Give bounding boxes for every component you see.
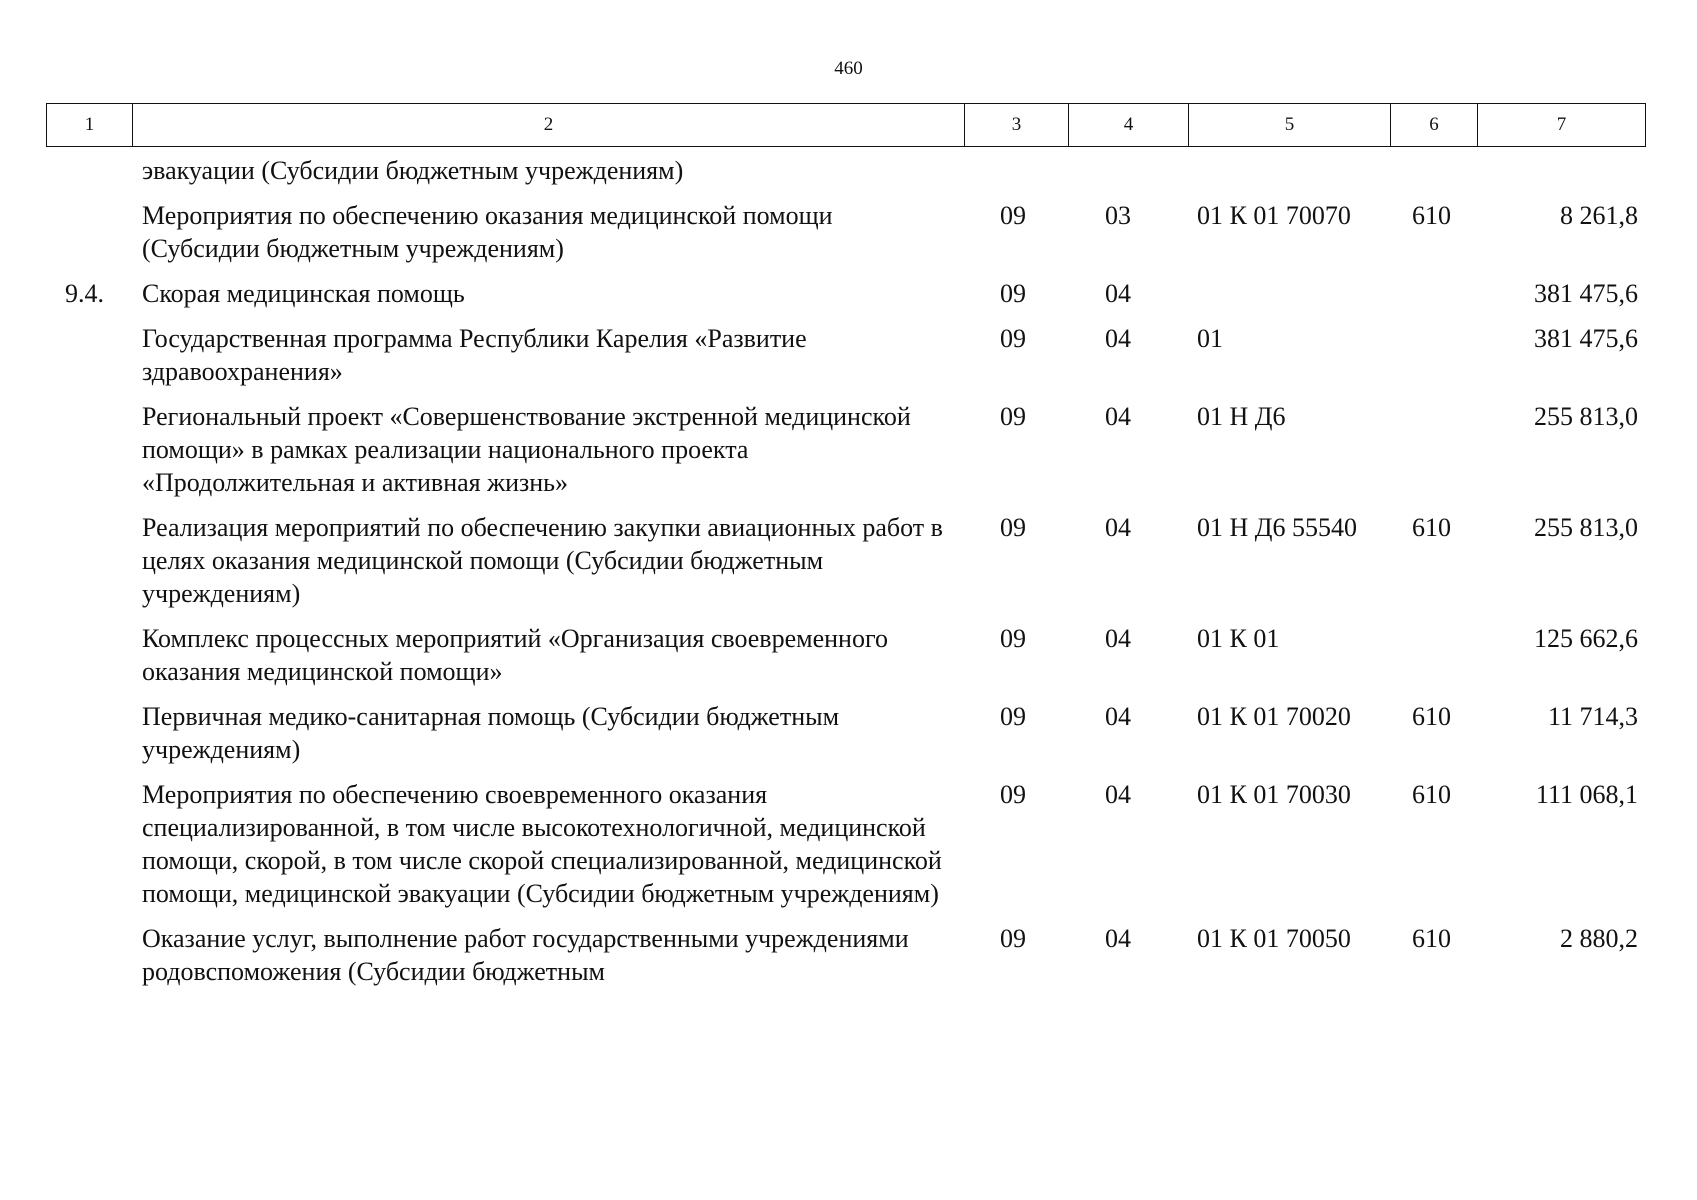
row-section-code: 09 xyxy=(1000,279,1026,308)
table-row xyxy=(46,154,1645,187)
row-target-code: 01 К 01 70030 xyxy=(1197,780,1351,809)
row-target-code: 01 Н Д6 55540 xyxy=(1197,513,1358,542)
row-subsection-code: 04 xyxy=(1105,702,1131,731)
row-expense-type: 610 xyxy=(1412,201,1451,230)
row-amount: 11 714,3 xyxy=(1547,702,1638,731)
row-amount: 381 475,6 xyxy=(1534,279,1638,308)
row-expense-type xyxy=(1390,154,1477,187)
row-amount: 2 880,2 xyxy=(1560,924,1638,953)
row-number: 9.4. xyxy=(65,279,104,308)
row-expense-type xyxy=(1390,622,1477,688)
row-name: Мероприятия по обеспечению оказания медицинской помощи (Субсидии бюджетным учреждениям) xyxy=(142,201,833,263)
row-subsection-code xyxy=(1068,154,1188,187)
row-target-code: 01 К 01 xyxy=(1197,624,1280,653)
row-expense-type: 610 xyxy=(1412,702,1451,731)
row-subsection-code: 04 xyxy=(1105,624,1131,653)
budget-table-body xyxy=(46,154,1645,1000)
row-number xyxy=(46,622,132,688)
row-amount: 111 068,1 xyxy=(1535,780,1638,809)
row-name: Скорая медицинская помощь xyxy=(142,279,465,308)
table-row xyxy=(46,511,1645,610)
row-target-code xyxy=(1188,154,1390,187)
table-row xyxy=(46,778,1645,910)
row-section-code xyxy=(964,154,1068,187)
table-row xyxy=(46,400,1645,499)
row-number xyxy=(46,400,132,499)
row-subsection-code: 04 xyxy=(1105,402,1131,431)
row-expense-type xyxy=(1390,277,1477,310)
row-expense-type: 610 xyxy=(1412,513,1451,542)
column-header-2: 2 xyxy=(133,104,965,147)
table-row xyxy=(46,622,1645,688)
row-section-code: 09 xyxy=(1000,402,1026,431)
row-section-code: 09 xyxy=(1000,201,1026,230)
row-name: Реализация мероприятий по обеспечению закупки авиационных работ в целях оказания медицинской помощи (Субсидии бюджетным учреждениям) xyxy=(142,513,943,608)
row-name: Региональный проект «Совершенствование экстренной медицинской помощи» в рамках реализации национального проекта «Продолжительная и активная жизнь» xyxy=(142,402,911,497)
row-number xyxy=(46,922,132,988)
column-header-6: 6 xyxy=(1391,104,1478,147)
row-target-code: 01 xyxy=(1197,324,1223,353)
column-header-row xyxy=(47,104,1646,147)
row-number xyxy=(46,322,132,388)
row-target-code: 01 К 01 70050 xyxy=(1197,924,1351,953)
row-target-code: 01 К 01 70070 xyxy=(1197,201,1351,230)
row-name: Государственная программа Республики Карелия «Развитие здравоохранения» xyxy=(142,324,807,386)
table-row xyxy=(46,700,1645,766)
row-target-code: 01 К 01 70020 xyxy=(1197,702,1351,731)
row-number xyxy=(46,700,132,766)
row-number xyxy=(46,778,132,910)
row-amount: 381 475,6 xyxy=(1534,324,1638,353)
row-section-code: 09 xyxy=(1000,513,1026,542)
column-header-5: 5 xyxy=(1189,104,1391,147)
column-header-1: 1 xyxy=(47,104,133,147)
row-subsection-code: 03 xyxy=(1105,201,1131,230)
row-number xyxy=(46,154,132,187)
row-expense-type xyxy=(1390,322,1477,388)
row-section-code: 09 xyxy=(1000,924,1026,953)
row-target-code: 01 Н Д6 xyxy=(1197,402,1286,431)
row-subsection-code: 04 xyxy=(1105,513,1131,542)
row-subsection-code: 04 xyxy=(1105,780,1131,809)
row-expense-type: 610 xyxy=(1412,924,1451,953)
table-row xyxy=(46,277,1645,310)
column-header-7: 7 xyxy=(1478,104,1646,147)
row-expense-type: 610 xyxy=(1412,780,1451,809)
row-subsection-code: 04 xyxy=(1105,279,1131,308)
row-target-code xyxy=(1188,277,1390,310)
row-name: Первичная медико-санитарная помощь (Субсидии бюджетным учреждениям) xyxy=(142,702,840,764)
column-header-table xyxy=(46,103,1646,147)
row-name: Мероприятия по обеспечению своевременного оказания специализированной, в том числе высокотехнологичной, медицинской помощи, скорой, в том числе скорой специализированной, медицинской помощи, медицинской эвакуации (Субсидии бюджетным учреждениям) xyxy=(142,780,942,908)
table-row xyxy=(46,922,1645,988)
row-name: эвакуации (Субсидии бюджетным учреждениям) xyxy=(142,156,684,185)
row-section-code: 09 xyxy=(1000,324,1026,353)
row-number xyxy=(46,511,132,610)
row-number xyxy=(46,199,132,265)
row-section-code: 09 xyxy=(1000,624,1026,653)
column-header-3: 3 xyxy=(965,104,1069,147)
row-section-code: 09 xyxy=(1000,780,1026,809)
table-row xyxy=(46,199,1645,265)
row-subsection-code: 04 xyxy=(1105,924,1131,953)
row-amount: 8 261,8 xyxy=(1560,201,1638,230)
page-number: 460 xyxy=(834,58,863,79)
row-section-code: 09 xyxy=(1000,702,1026,731)
row-amount: 255 813,0 xyxy=(1534,402,1638,431)
row-expense-type xyxy=(1390,400,1477,499)
row-name: Оказание услуг, выполнение работ государственными учреждениями родовспоможения (Субсидии бюджетным xyxy=(142,924,909,986)
table-row xyxy=(46,322,1645,388)
row-amount: 125 662,6 xyxy=(1534,624,1638,653)
row-subsection-code: 04 xyxy=(1105,324,1131,353)
row-amount: 255 813,0 xyxy=(1534,513,1638,542)
column-header-4: 4 xyxy=(1069,104,1189,147)
row-name: Комплекс процессных мероприятий «Организация своевременного оказания медицинской помощи» xyxy=(142,624,888,686)
row-amount xyxy=(1477,154,1645,187)
